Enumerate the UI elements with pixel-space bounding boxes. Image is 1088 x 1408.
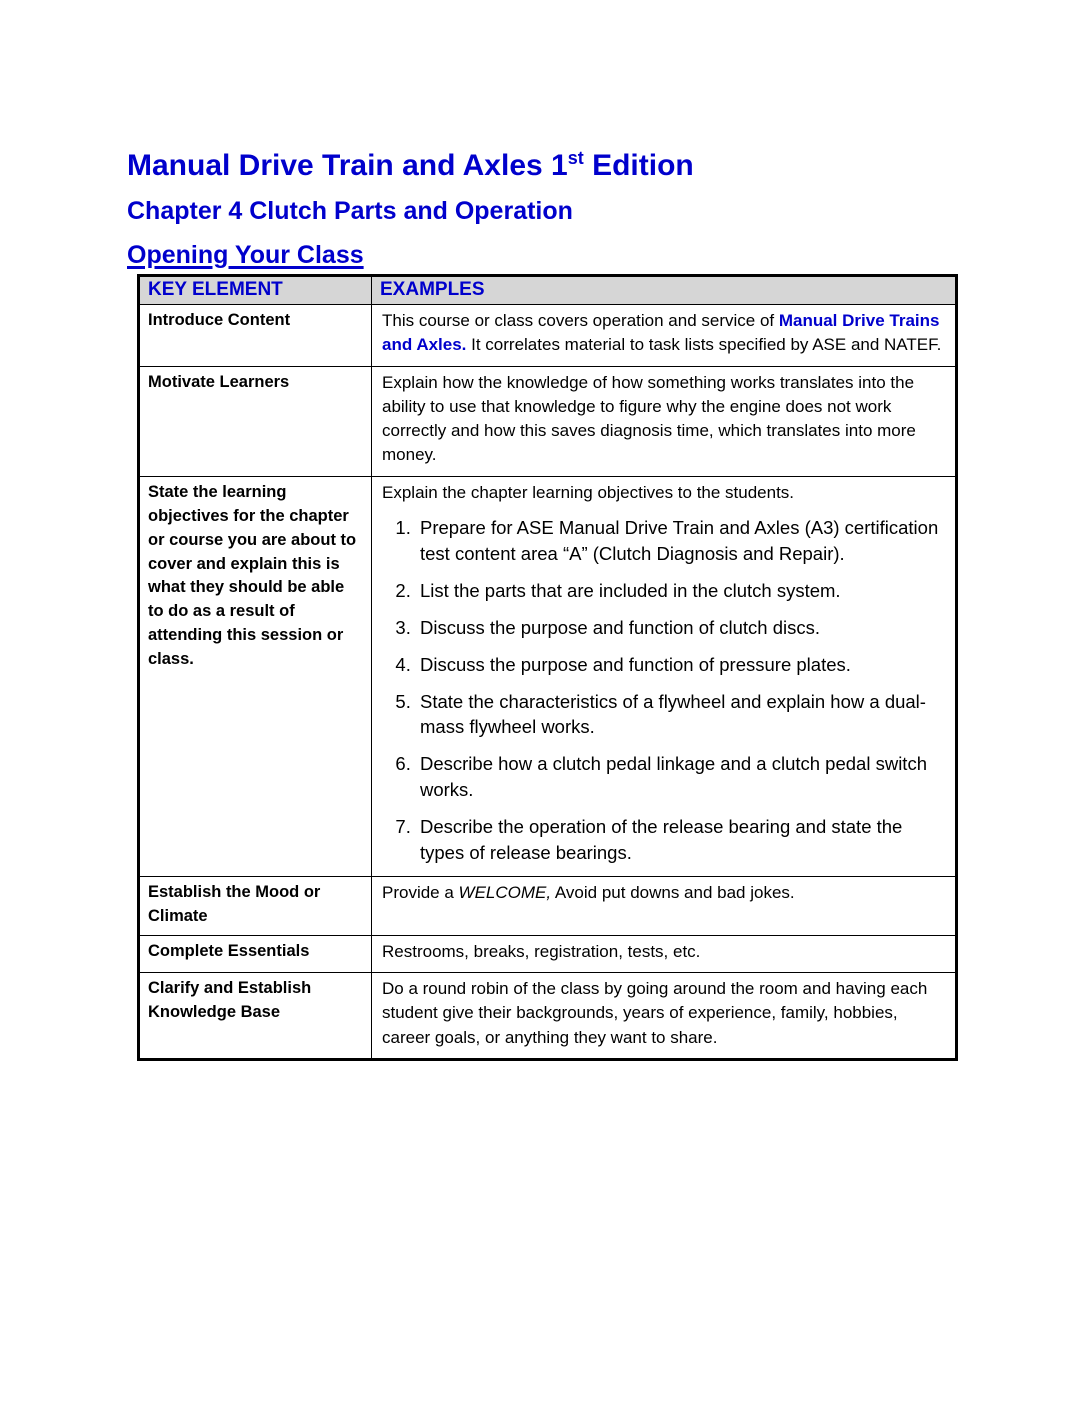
objectives-list [382,515,945,866]
table-row-complete-essentials [139,935,957,972]
example-cell [372,476,957,876]
objectives-intro: Explain the chapter learning objectives to the students. [382,482,795,502]
text-segment: It correlates material to task lists specified by ASE and NATEF. [466,335,942,355]
table-row-clarify-knowledge-base [139,973,957,1060]
example-cell: Do a round robin of the class by going around the room and having each student give their backgrounds, years of experience, family, hobbies, career goals, or anything they want to share. [372,973,957,1060]
objective-item: 7. Describe the operation of the release bearing and state the types of release bearings. [416,814,945,866]
key-cell: Clarify and Establish Knowledge Base [139,973,372,1060]
key-cell: Complete Essentials [139,935,372,972]
objective-item: 2. List the parts that are included in the clutch system. [416,578,945,604]
objective-item: 4. Discuss the purpose and function of pressure plates. [416,652,945,678]
table-row-learning-objectives [139,476,957,876]
example-cell: Explain how the knowledge of how something works translates into the ability to use that knowledge to figure why the engine does not work correctly and how this saves diagnosis time, which translates into more money. [372,366,957,476]
example-cell: Restrooms, breaks, registration, tests, etc. [372,935,957,972]
key-cell: Introduce Content [139,305,372,367]
objective-item: 6. Describe how a clutch pedal linkage and a clutch pedal switch works. [416,751,945,803]
text-segment: Provide a [382,882,459,902]
objective-item: 3. Discuss the purpose and function of clutch discs. [416,615,945,641]
chapter-subtitle: Chapter 4 Clutch Parts and Operation [127,197,573,225]
example-cell [372,305,957,367]
table-row-introduce-content [139,305,957,367]
table-row-establish-mood [139,876,957,935]
column-header-key-element: KEY ELEMENT [139,276,372,305]
document-title-superscript: st [567,148,584,168]
key-cell: Motivate Learners [139,366,372,476]
document-title-main: Manual Drive Train and Axles 1 [127,149,568,182]
section-heading: Opening Your Class [127,241,364,269]
text-segment: This course or class covers operation and service of [382,311,779,330]
column-header-examples: EXAMPLES [372,276,957,305]
objective-item: 1. Prepare for ASE Manual Drive Train and Axles (A3) certification test content area “A” (Clutch Diagnosis and Repair). [416,515,945,567]
text-segment-emphasis: Manual Drive Trains and Axles. [382,311,940,355]
key-cell: Establish the Mood or Climate [139,876,372,935]
table-row-motivate-learners [139,366,957,476]
key-cell: State the learning objectives for the chapter or course you are about to cover and explain this is what they should be able to do as a result of attending this session or class. [139,476,372,876]
example-cell [372,876,957,935]
text-segment-italic: WELCOME, [458,882,552,902]
objective-item: 5. State the characteristics of a flywheel and explain how a dual-mass flywheel works. [416,689,945,741]
document-title-rest: Edition [583,149,694,182]
text-segment: Avoid put downs and bad jokes. [551,882,795,902]
document-title [127,148,968,184]
table-header-row [139,276,957,305]
key-element-table [137,274,958,1061]
